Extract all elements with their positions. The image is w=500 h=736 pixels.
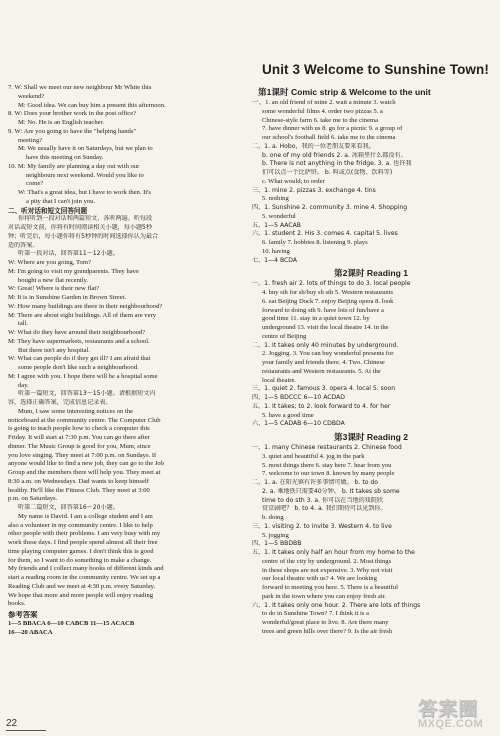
script-line: 听第一篇短文，回答第13～15小题。请根据短文内 [18, 390, 156, 398]
unit-title: Unit 3 Welcome to Sunshine Town! [262, 62, 489, 77]
script-line: M: No. He is an English teacher. [18, 119, 105, 126]
script-line: weekend? [18, 92, 45, 100]
listening-script-column [8, 84, 240, 637]
answer-line: 5. have a good time [262, 411, 314, 419]
answer-line: centre of the city by underground. 2. Most things [262, 557, 392, 565]
answer-line: 一、1. an old friend of mine 2. wait a minute 3. watch [252, 99, 396, 106]
answer-line: 四、1—5 BBDBB [252, 540, 302, 548]
script-line: other people with their problems. I am very busy with my [8, 530, 161, 538]
script-line: 16—20 ABACA [8, 628, 53, 636]
script-line: M: They have supermarkets, restaurants and a school. [8, 337, 150, 345]
script-line: Group and the members there will help you. They meet at [8, 469, 161, 476]
script-line: have this meeting on Sunday. [26, 154, 104, 161]
script-line: W: That's a great idea, but I have to work then. It's [18, 189, 151, 196]
answer-line: 7. welcome to our town 8. known by many people [262, 470, 395, 478]
script-line: some people don't like such a neighbourhood. [18, 364, 139, 371]
script-line: W: Great! Where is their new flat? [8, 285, 100, 293]
answer-line: our local theatre with us? 4. We are looking [262, 575, 377, 583]
answer-line: restaurants and Western restaurants. 5. At the [262, 367, 381, 375]
answer-line: Chinese-style farm 6. take me to the cinema [262, 116, 379, 124]
script-line: M: It is in Sunshine Garden in Brown Street. [8, 294, 127, 301]
answer-line: 四、1. Sunshine 2. community 3. mine 4. Shopping [252, 204, 408, 211]
answer-line: 三、1. visiting 2. to invite 3. Western 4. to live [252, 522, 392, 530]
script-line: 10. M: My family are planning a day out with our [8, 162, 140, 170]
answer-line: 第2课时 Reading 1 [333, 268, 409, 279]
script-line: time playing computer games. I don't think this is good [8, 547, 154, 555]
script-line: My name is David. I am a college student and I am [18, 512, 153, 520]
answer-line: 二、1. It takes only 40 minutes by underground. [252, 341, 399, 349]
answer-line: 6. family 7. hobbies 8. listening 9. plays [262, 239, 368, 246]
script-line: 8. W: Does your brother work in the post office? [8, 110, 137, 118]
answer-line: 5. nothing [262, 195, 289, 203]
script-line: neighbours next weekend. Would you like to [26, 171, 144, 179]
answer-line: 七、1—4 BCDA [252, 256, 298, 264]
answer-line: 2. Jogging. 3. You can buy wonderful presents for [262, 350, 394, 358]
script-line: M: I'm going to visit my grandparents. They have [8, 267, 139, 275]
answer-line: 7. have dinner with us 8. go for a picnic 9. a group of [262, 125, 403, 133]
answer-line: b. doing [262, 514, 284, 521]
answer-line: 2. a. 乘地铁只需要40分钟。 b. It takes sb some [262, 487, 400, 495]
script-line: bought a new flat recently. [18, 276, 89, 284]
script-line: Reading Club and we meet at 4:30 p.m. every Saturday. [8, 582, 156, 590]
script-line: 7. W: Shall we meet our new neighbour Mr White this [8, 84, 152, 91]
answer-line: park in the town where you can enjoy fresh air. [262, 592, 387, 600]
answer-line: your family and friends there. 4. Two. Chinese [262, 359, 385, 366]
script-line: work these days. I find people spend almost all their free [8, 539, 158, 546]
script-line: start a reading room in the community centre. We set up a [8, 574, 161, 581]
script-line: tall. [18, 320, 29, 328]
answer-line: 6. eat Beijing Duck 7. enjoy Beijing opera 8. look [262, 297, 394, 305]
script-line: anyone would like to find a new job, they can go to the Job [8, 460, 165, 468]
script-line: day. [18, 381, 29, 389]
answer-line: 六、1. student 2. His 3. comes 4. capital 5. lives [252, 230, 398, 238]
script-line: 钟；听完后，每小题你将有5秒钟的时间选择你认为最合 [8, 232, 159, 240]
answer-line: 第3课时 Reading 2 [333, 432, 409, 442]
answer-line: 五、1. It takes; to 2. look forward to 4. for her [252, 402, 391, 410]
script-line: p.m. on Saturdays. [8, 495, 58, 503]
script-line: W: What can people do if they get ill? I am afraid that [8, 355, 151, 363]
answer-line: 赏京剧吧？ b. to 4. a. 我们期待可以见到你。 [262, 505, 387, 513]
script-line: you love singing. They meet at 7:00 p.m. on Sundays. If [8, 451, 157, 459]
script-line: is going to teach people how to check a computer this [8, 425, 150, 433]
script-line: for them, so I want to do something to make a change. [8, 556, 152, 564]
script-line: 二、听对话和短文回答问题 [8, 206, 88, 215]
answer-line: 5. most things there 6. stay here 7. hear from you [262, 461, 392, 469]
page-number: 22 [6, 718, 18, 729]
script-line: meeting? [18, 136, 43, 144]
script-line: 1—5 BBACA 6—10 CABCB 11—15 ACACB [8, 619, 135, 627]
answer-line: 4. buy sth for sb/buy sb sth 5. Western restaurants [262, 289, 394, 296]
answer-line: 四、1—5 BDCCC 6—10 ACDAD [252, 394, 345, 401]
script-line: W: Where are you going, Tom? [8, 259, 91, 266]
script-line: 对话或短文前，你将有时间阅读相关小题，每小题5秒 [8, 224, 153, 231]
answer-line: forward to meeting you here. 5. There is a beautiful [262, 584, 398, 591]
answer-line: some wonderful films 4. order two pizzas 5. a [262, 107, 383, 115]
answer-line: trees and green hills over there? 9. Is the air fresh [262, 627, 393, 635]
answer-line: 六、1—5 CADAB 6—10 CDBDA [252, 420, 345, 428]
answer-line: centre of Beijing [262, 332, 307, 340]
script-line: 8:30 a.m. on Wednesdays. Dad wants to keep himself [8, 477, 149, 485]
answer-line: 3. quiet and beautiful 4. jog in the park [262, 452, 365, 460]
watermark-cjk: 答案圈 [418, 698, 479, 720]
answer-line: local theatre. [262, 376, 297, 384]
script-line: M: I agree with you. I hope there will be a hospital some [8, 372, 158, 380]
script-line: We hope that more and more people will enjoy reading [8, 591, 154, 599]
answer-key-column [252, 84, 490, 637]
script-line: Friday. It will start at 7:30 p.m. You can go there after [8, 434, 150, 441]
script-line: M: We usually have it on Saturdays, but we plan to [18, 145, 153, 153]
watermark-latin: MXQE.COM [418, 718, 484, 730]
answer-line: 一、1. fresh air 2. lots of things to do 3. local people [252, 280, 411, 288]
script-line: M: There are about eight buildings. All of them are very [8, 311, 157, 319]
answer-line: 一、1. many Chinese restaurants 2. Chinese food [252, 444, 402, 451]
script-line: 你将听到一段对话和两篇短文，各听两遍。听每段 [18, 215, 153, 223]
answer-line: 二、1. a. Hobo，我的一位老朋友要来看我。 [252, 142, 375, 150]
script-line: W: What do they have around their neighbourhood? [8, 329, 146, 336]
script-line: 听第二篇短文，回答第16～20小题。 [18, 504, 119, 511]
script-line: healthy. He'll like the Fitness Club. They meet at 3:00 [8, 486, 150, 494]
script-line: 听第一段对话，回答第11～12小题。 [18, 250, 119, 258]
answer-line: 三、1. mine 2. pizzas 3. exchange 4. tins [252, 186, 376, 194]
answer-line: c. What would; to order [262, 177, 325, 185]
answer-line: underground 13. visit the local theatre 14. in the [262, 324, 389, 331]
script-line: books. [8, 600, 26, 608]
script-line: noticeboard at the community centre. The Computer Club [8, 416, 161, 424]
script-line: come? [26, 180, 44, 188]
answer-line: wonderful/great place to live. 8. Are there many [262, 619, 389, 626]
script-line: a pity that I can't join you. [26, 197, 96, 205]
answer-line: in these shops are not expensive. 3. Why not visit [262, 566, 393, 574]
answer-line: 5. wonderful [262, 212, 296, 220]
answer-line: 五、1. It takes only half an hour from my home to the [252, 549, 415, 556]
script-line: 9. W: Are you going to have the "helping hands" [8, 127, 137, 135]
script-line: also a volunteer in my community centre. I like to help [8, 521, 153, 529]
answer-line: 三、1. quiet 2. famous 3. opera 4. local 5. soon [252, 385, 396, 393]
script-line: dinner. The Music Group is good for you, Mum, since [8, 442, 151, 450]
answer-line: to do in Sunshine Town? 7. I think it is a [262, 610, 369, 618]
answer-line: 五、1—5 AACAB [252, 221, 301, 229]
script-line: Mum, I saw some interesting notices on the [18, 407, 134, 415]
answer-line: 第1课时 Comic strip & Welcome to the unit [258, 87, 431, 97]
answer-line: 们可以点一个比萨饼。 b. 叫或点(食物、饮料等) [262, 169, 393, 176]
answer-line: time to do sth 3. a. 你可以在当地的戏院欣 [262, 496, 383, 504]
answer-line: forward to doing sth 9. have lots of fun/have a [262, 306, 384, 314]
answer-line: 二、1. a. 在阳光镇有许多事情可做。 b. to do [252, 479, 379, 486]
script-line: 容，选择正确答案，完成信息记录表。 [8, 399, 112, 406]
answer-line: good time 11. stay in a quiet town 12. by [262, 315, 370, 323]
answer-line: b. There is not anything in the fridge. 3. a. 也许我 [262, 160, 412, 168]
answer-line: b. one of my old friends 2. a. 冰箱里什么都没有。 [262, 151, 407, 159]
answer-line: 10. having [262, 247, 290, 255]
script-line: But there isn't any hospital. [18, 346, 91, 354]
script-line: 参考答案 [8, 611, 38, 619]
answer-line: our school's football field 6. take me to the cinema [262, 134, 396, 141]
watermark-logo [418, 694, 496, 734]
answer-line: 5. jogging [262, 531, 289, 539]
script-line: M: Good idea. We can buy him a present this afternoon. [18, 101, 166, 109]
answer-line: 六、1. It takes only one hour. 2. There are lots of things [252, 601, 421, 609]
script-line: My friends and I collect many books of different kinds and [8, 565, 164, 573]
script-line: 适的答案。 [8, 241, 39, 249]
script-line: W: How many buildings are there in their neighbourhood? [8, 302, 163, 310]
